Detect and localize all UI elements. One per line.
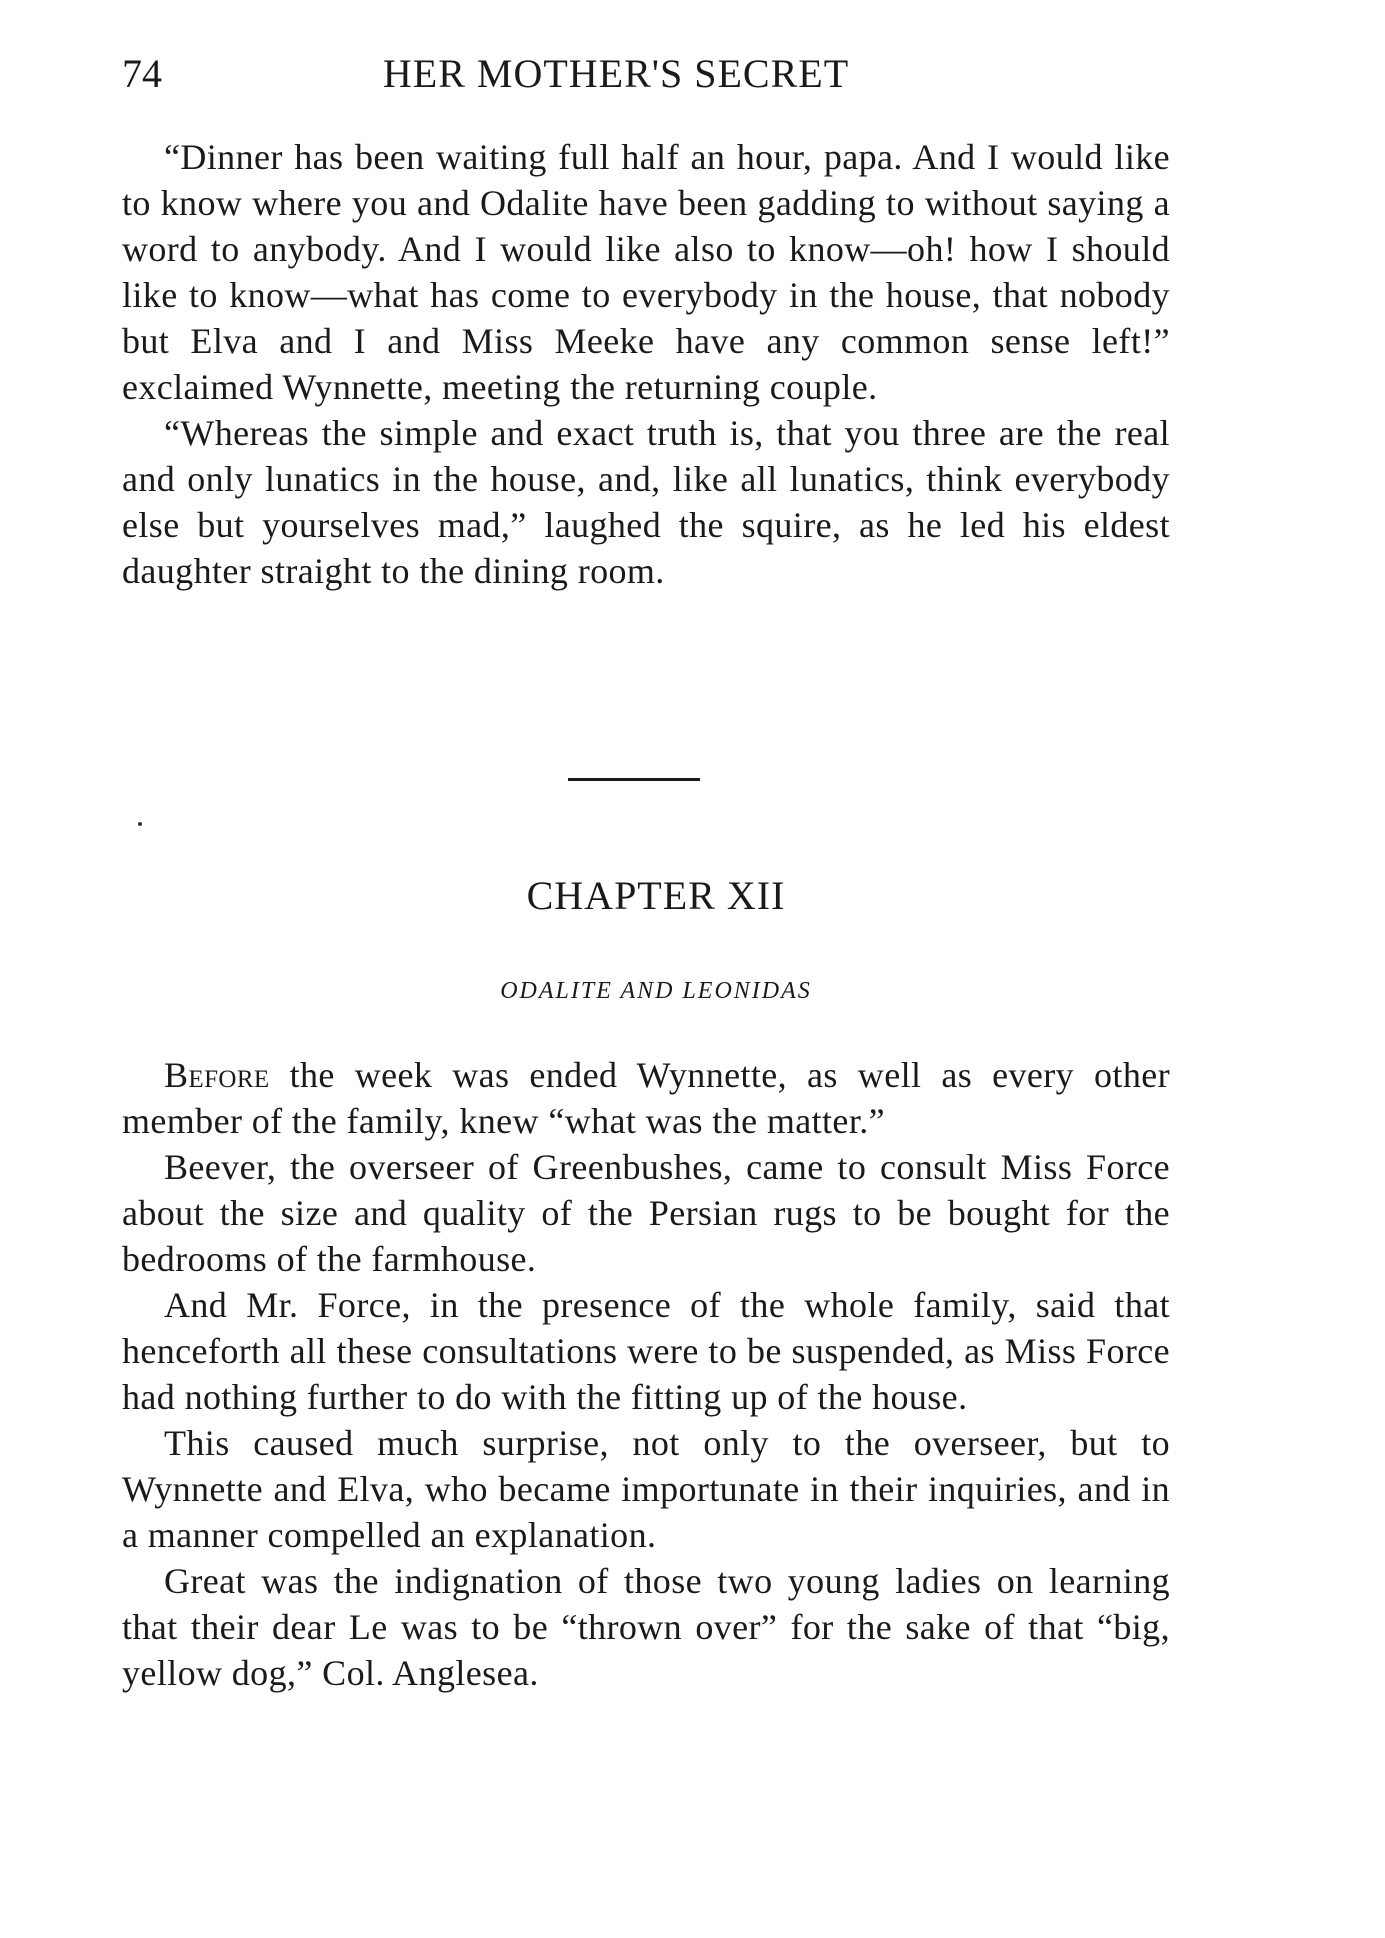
page-number: 74 <box>122 51 162 96</box>
paragraph: This caused much surprise, not only to the overseer, but to Wynnette and Elva, who became importunate in their inquiries, and in a manner compelled an explanation. <box>122 1423 1170 1555</box>
running-head: HER MOTHER'S SECRET <box>382 51 850 96</box>
paragraph: Great was the indignation of those two young ladies on learning that their dear Le was to be “thrown over” for the sake of that “big, yellow dog,” Col. Anglesea. <box>122 1561 1170 1693</box>
chapter-subtitle: ODALITE AND LEONIDAS <box>500 978 812 1004</box>
opening-paragraph <box>122 1052 1170 1144</box>
paragraph: Beever, the overseer of Greenbushes, came to consult Miss Force about the size and quality of the Persian rugs to be bought for the bedrooms of the farmhouse. <box>122 1147 1170 1279</box>
paragraph: “Dinner has been waiting full half an hour, papa. And I would like to know where you and Odalite have been gadding to without saying a word to anybody. And I would like also to know—oh! how I should like to know—what has come to everybody in the house, that nobody but Elva and I and Miss Meeke have any common sense left!” exclaimed Wynnette, meeting the returning couple. <box>122 137 1170 407</box>
text-block-chapter-xii <box>122 1052 1170 1696</box>
paragraph: “Whereas the simple and exact truth is, that you three are the real and only lunatics in the house, and, like all lunatics, think everybody else but yourselves mad,” laughed the squire, as he led his eldest daughter straight to the dining room. <box>122 413 1170 591</box>
paragraph: And Mr. Force, in the presence of the whole family, said that henceforth all these consultations were to be suspended, as Miss Force had nothing further to do with the fitting up of the house. <box>122 1285 1170 1417</box>
opening-word: Before <box>164 1055 270 1095</box>
opening-paragraph-text: the week was ended Wynnette, as well as every other member of the family, knew “what was the matter.” <box>122 1055 1170 1141</box>
ink-speck <box>138 822 142 826</box>
text-block-previous-chapter <box>122 134 1170 594</box>
section-divider <box>568 778 700 781</box>
chapter-title: CHAPTER XII <box>526 873 786 918</box>
page-header <box>122 50 1170 100</box>
